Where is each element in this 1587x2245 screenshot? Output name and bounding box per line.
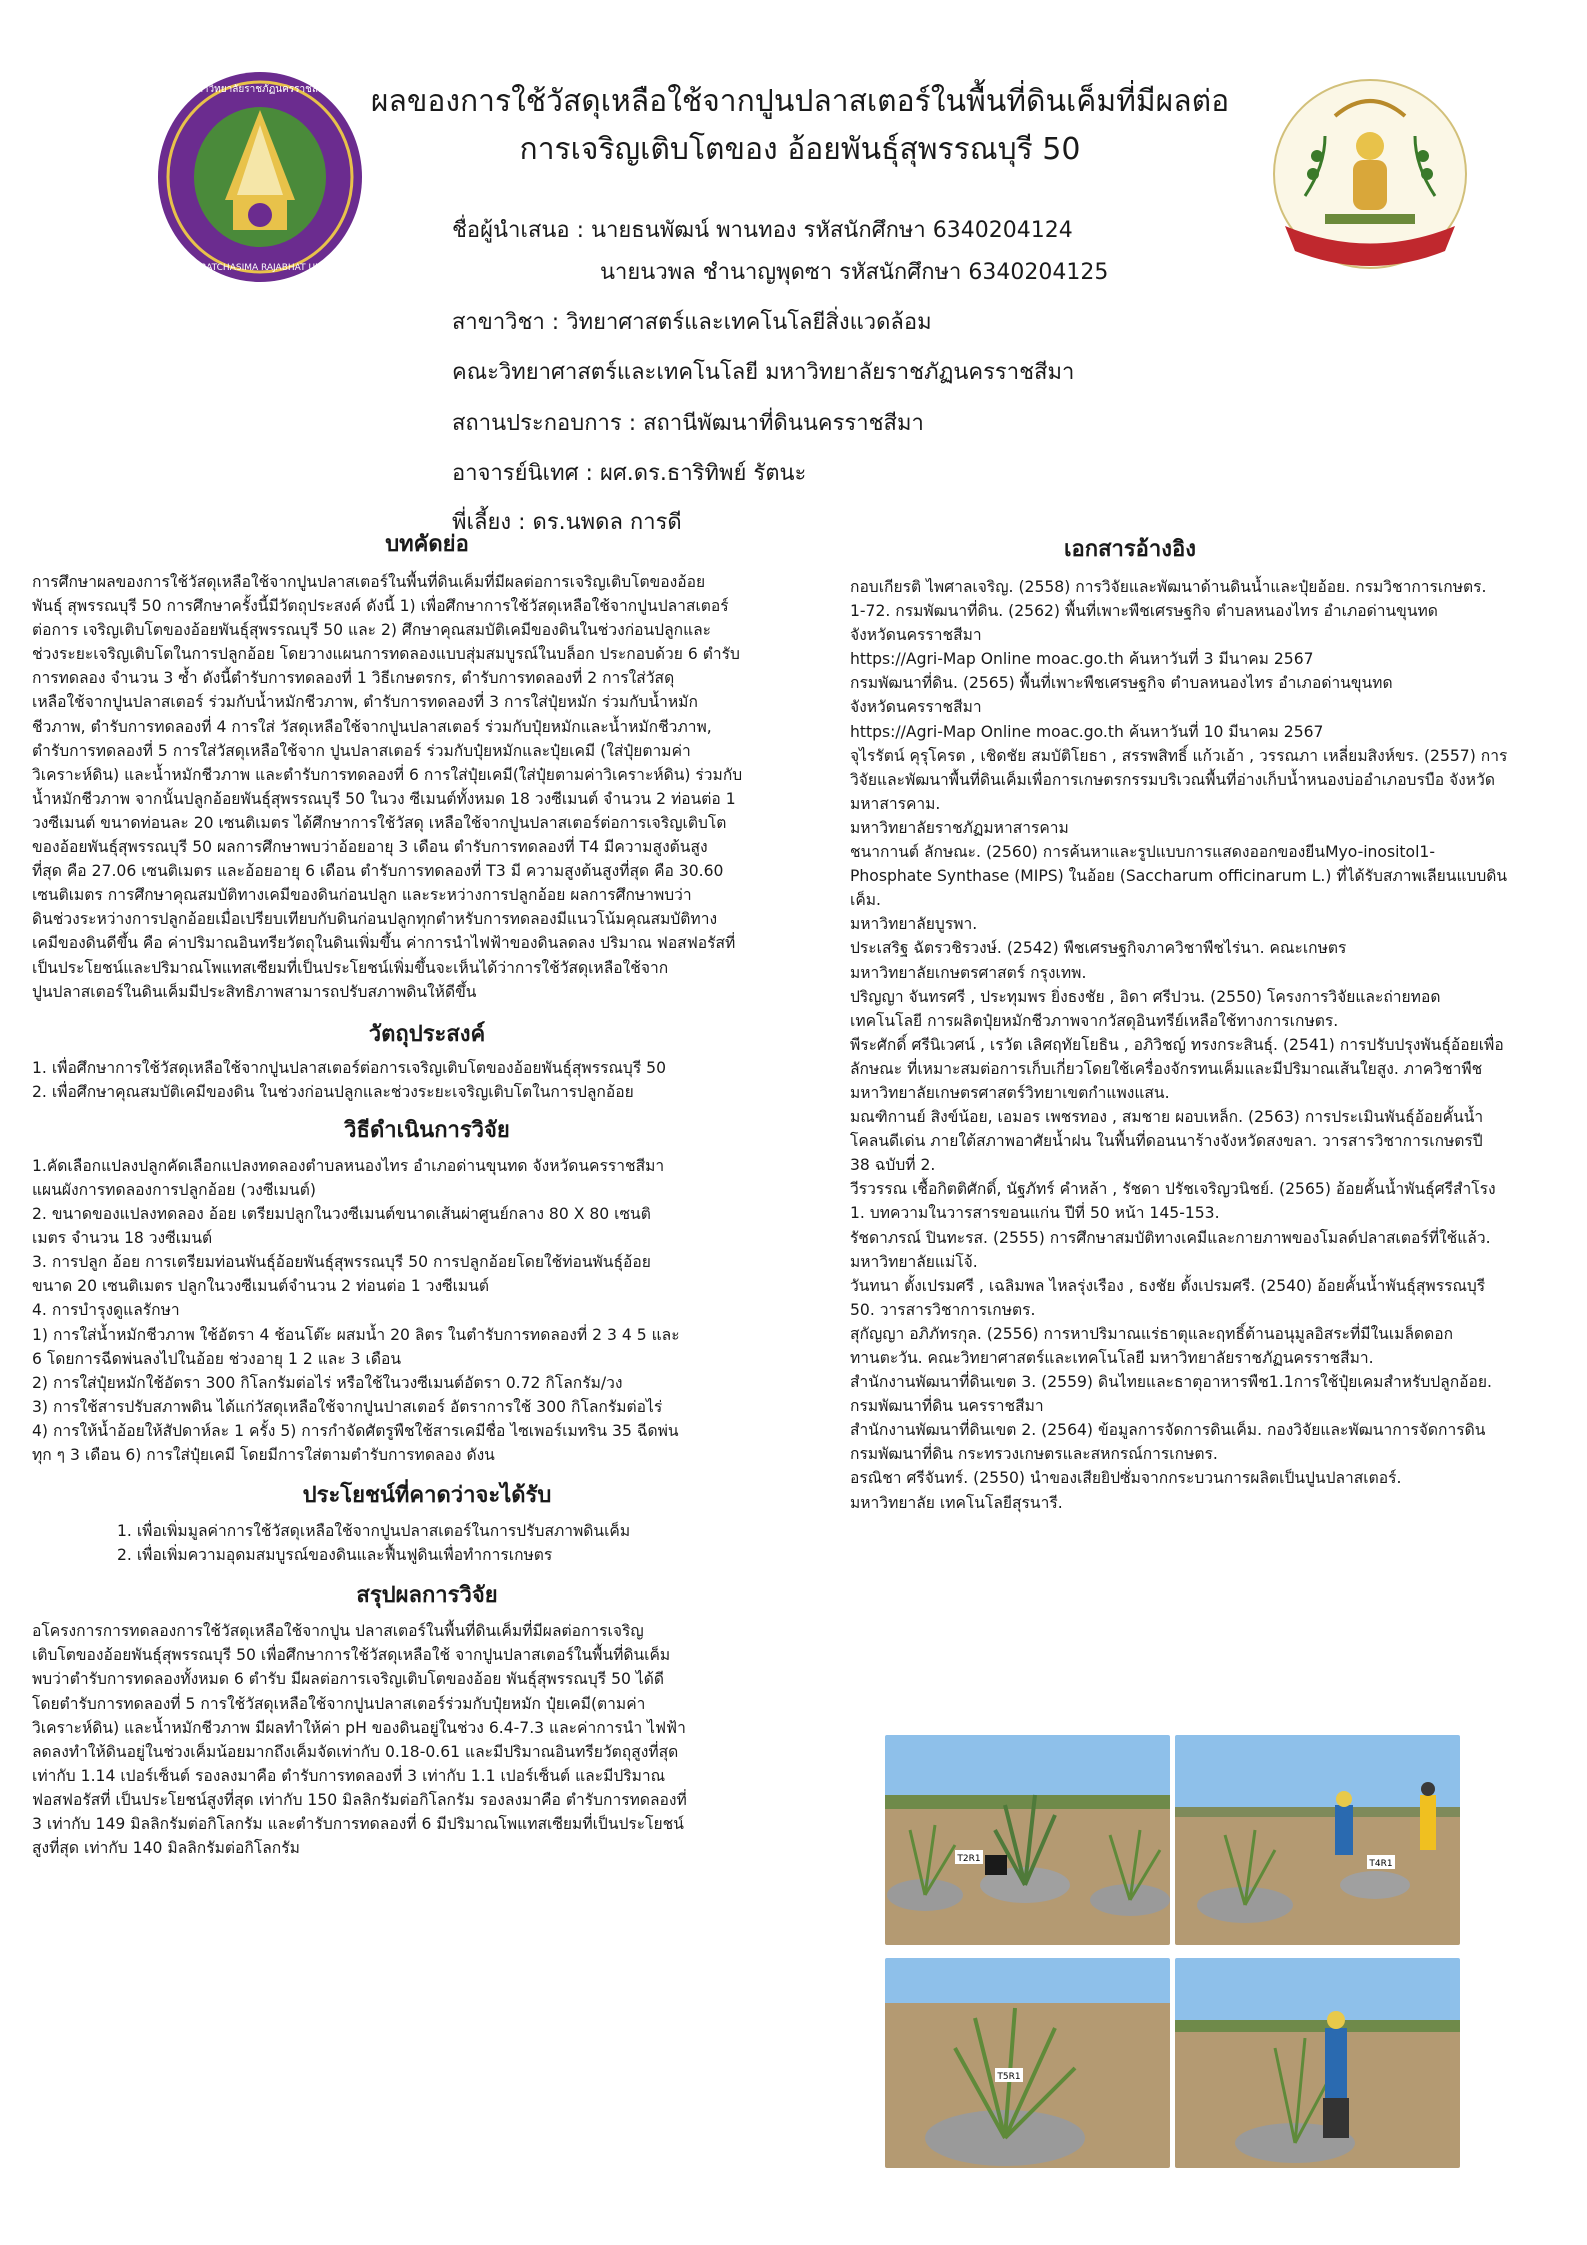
- objectives-list: [32, 1056, 822, 1104]
- benefits-list: [32, 1519, 822, 1567]
- references-heading: เอกสารอ้างอิง: [1064, 537, 1196, 562]
- methods-text: 1.คัดเลือกแปลงปลูกคัดเลือกแปลงทดลองตำบลหนองไทร อำเภอด่านขุนทด จังหวัดนครราชสีมา แผนผังการทดลองการปลูกอ้อย (วงซีเมนต์) 2. ขนาดของแปลงทดลอง อ้อย เตรียมปลูกในวงซีเมนต์ขนาดเส้นผ่าศูนย์กลาง 80 X 80 เซนติ เมตร จำนวน 18 วงซีเมนต์ 3. การปลูก อ้อย การเตรียมท่อนพันธุ์อ้อยพันธุ์สุพรรณบุรี 50 การปลูกอ้อยโดยใช้ท่อนพันธุ์อ้อย ขนาด 20 เซนติเมตร ปลูกในวงซีเมนต์จำนวน 2 ท่อนต่อ 1 วงซีเมนต์ 4. การบำรุงดูแลรักษา 1) การใส่น้ำหมักชีวภาพ ใช้อัตรา 4 ช้อนโต๊ะ ผสมน้ำ 20 ลิตร ในตำรับการทดลองที่ 2 3 4 5 และ 6 โดยการฉีดพ่นลงไปในอ้อย ช่วงอายุ 1 2 และ 3 เดือน 2) การใส่ปุ๋ยหมักใช้อัตรา 300 กิโลกรัมต่อไร่ หรือใช้ในวงซีเมนต์อัตรา 0.72 กิโลกรัม/วง 3) การใช้สารปรับสภาพดิน ได้แก่วัสดุเหลือใช้จากปูนปาสเตอร์ อัตราการใช้ 300 กิโลกรัมต่อไร่ 4) การให้น้ำอ้อยให้สัปดาห์ละ 1 ครั้ง 5) การกำจัดศัตรูพืชใช้สารเคมีชื่อ ไซเพอร์เมทริน 35 ฉีดพ่น ทุก ๆ 3 เดือน 6) การใส่ปุ๋ยเคมี โดยมีการใส่ตามตำรับการทดลอง ดังน: [32, 1156, 680, 1464]
- references-text: กอบเกียรติ ไพศาลเจริญ. (2558) การวิจัยและพัฒนาด้านดินน้ำและปุ๋ยอ้อย. กรมวิชาการเกษตร. 1-72. กรมพัฒนาที่ดิน. (2562) พื้นที่เพาะพืชเศรษฐกิจ ตำบลหนองไทร อำเภอด่านขุนทด จังหวัดนครราชสีมา https://Agri-Map Online moac.go.th ค้นหาวันที่ 3 มีนาคม 2567 กรมพัฒนาที่ดิน. (2565) พื้นที่เพาะพืชเศรษฐกิจ ตำบลหนองไทร อำเภอด่านขุนทด จังหวัดนครราชสีมา https://Agri-Map Online moac.go.th ค้นหาวันที่ 10 มีนาคม 2567 จุไรรัตน์ คุรุโครต , เชิดชัย สมบัติโยธา , สรรพสิทธิ์ แก้วเอ้า , วรรณภา เหลี่ยมสิงห์ขร. (2557) การ วิจัยและพัฒนาพื้นที่ดินเค็มเพื่อการเกษตรกรรมบริเวณพื้นที่อ่างเก็บน้ำหนองบ่ออำเภอบรบือ จังหวัด มหาสารคาม. มหาวิทยาลัยราชภัฏมหาสารคาม ชนากานต์ ลักษณะ. (2560) การค้นหาและรูปแบบการแสดงออกของยีนMyo-inositol1- Phosphate Synthase (MIPS) ในอ้อย (Saccharum officinarum L.) ที่ได้รับสภาพเลียนแบบดิน เค็ม. มหาวิทยาลัยบูรพา. ประเสริฐ ฉัตรวชิรวงษ์. (2542) พืชเศรษฐกิจภาควิชาพืชไร่นา. คณะเกษตร มหาวิทยาลัยเกษตรศาสตร์ กรุงเทพ. ปริญญา จันทรศรี , ประทุมพร ยิ่งธงชัย , อิดา ศรีปวน. (2550) โครงการวิจัยและถ่ายทอด เทคโนโลยี การผลิตปุ๋ยหมักชีวภาพจากวัสดุอินทรีย์เหลือใช้ทางการเกษตร. พีระศักดิ์ ศรีนิเวศน์ , เรวัต เลิศฤทัยโยธิน , อภิวิชญ์ ทรงกระสินธุ์. (2541) การปรับปรุงพันธุ์อ้อยเพื่อ ลักษณะ ที่เหมาะสมต่อการเก็บเกี่ยวโดยใช้เครื่องจักรทนเค็มและมีปริมาณเส้นใยสูง. ภาควิชาพืช มหาวิทยาลัยเกษตรศาสตร์วิทยาเขตกำแพงแสน. มณฑิกานย์ สิงข์น้อย, เอมอร เพชรทอง , สมชาย ผอบเหล็ก. (2563) การประเมินพันธุ์อ้อยคั้นน้ำ โคลนดีเด่น ภายใต้สภาพอาศัยน้ำฝน ในพื้นที่ดอนนาร้างจังหวัดสงขลา. วารสารวิชาการเกษตรปี 38 ฉบับที่ 2. วีรวรรณ เชื้อกิตติศักดิ์, นัฐภัทร์ คำหล้า , รัชดา ปรัชเจริญวนิชย์. (2565) อ้อยคั้นน้ำพันธุ์ศรีสำโรง 1. บทความในวารสารขอนแก่น ปีที่ 50 หน้า 145-153. รัชดาภรณ์ ปินทะรส. (2555) การศึกษาสมบัติทางเคมีและกายภาพของโมลด์ปลาสเตอร์ที่ใช้แล้ว. มหาวิทยาลัยแม่โจ้. วันทนา ตั้งเปรมศรี , เฉลิมพล ไหลรุ่งเรือง , ธงชัย ตั้งเปรมศรี. (2540) อ้อยคั้นน้ำพันธุ์สุพรรณบุรี 50. วารสารวิชาการเกษตร. สุกัญญา อภิภัทรกุล. (2556) การหาปริมาณแร่ธาตุและฤทธิ์ต้านอนุมูลอิสระที่มีในเมล็ดดอก ทานตะวัน. คณะวิทยาศาสตร์และเทคโนโลยี มหาวิทยาลัยราชภัฏนครราชสีมา. สำนักงานพัฒนาที่ดินเขต 3. (2559) ดินไทยและธาตุอาหารพืช1.1การใช้ปุ๋ยเคมสำหรับปลูกอ้อย. กรมพัฒนาที่ดิน นครราชสีมา สำนักงานพัฒนาที่ดินเขต 2. (2564) ข้อมูลการจัดการดินเค็ม. กองวิจัยและพัฒนาการจัดการดิน กรมพัฒนาที่ดิน กระทรวงเกษตรและสหกรณ์การเกษตร. อรณิชา ศรีจันทร์. (2550) นำของเสียยิปซั่มจากกระบวนการผลิตเป็นปูนปลาสเตอร์. มหาวิทยาลัย เทคโนโลยีสุรนารี.: [850, 578, 1508, 1512]
- benefit-item: 2. เพื่อเพิ่มความอุดมสมบูรณ์ของดินและฟื้นฟูดินเพื่อทำการเกษตร: [117, 1546, 553, 1565]
- plot-label: T2R1: [957, 1854, 981, 1864]
- benefit-item: 1. เพื่อเพิ่มมูลค่าการใช้วัสดุเหลือใช้จากปูนปลาสเตอร์ในการปรับสภาพดินเค็ม: [117, 1522, 631, 1541]
- mentor: พี่เลี้ยง : ดร.นพดล การดี: [452, 510, 682, 535]
- presenter-1: ชื่อผู้นำเสนอ : นายธนพัฒน์ พานทอง รหัสนักศึกษา 6340204124: [452, 218, 1073, 243]
- faculty: คณะวิทยาศาสตร์และเทคโนโลยี มหาวิทยาลัยราชภัฏนครราชสีมา: [452, 360, 1075, 385]
- poster-title: [300, 78, 1300, 174]
- conclusion-heading: สรุปผลการวิจัย: [356, 1583, 498, 1609]
- left-column: [32, 530, 822, 1860]
- objective-item: 1. เพื่อศึกษาการใช้วัสดุเหลือใช้จากปูนปลาสเตอร์ต่อการเจริญเติบโตของอ้อยพันธุ์สุพรรณบุรี 50: [32, 1058, 667, 1077]
- title-line-1: ผลของการใช้วัสดุเหลือใช้จากปูนปลาสเตอร์ในพื้นที่ดินเค็มที่มีผลต่อ: [370, 84, 1230, 119]
- plot-label: T4R1: [1369, 1859, 1393, 1869]
- field-photo-1: [885, 1735, 1170, 1945]
- plot-label: T5R1: [997, 2072, 1021, 2082]
- abstract-text: การศึกษาผลของการใช้วัสดุเหลือใช้จากปูนปลาสเตอร์ในพื้นที่ดินเค็มที่มีผลต่อการเจริญเติบโตของอ้อย พันธุ์ สุพรรณบุรี 50 การศึกษาครั้งนี้มีวัตถุประสงค์ ดังนี้ 1) เพื่อศึกษาการใช้วัสดุเหลือใช้จากปูนปลาสเตอร์ ต่อการ เจริญเติบโตของอ้อยพันธุ์สุพรรณบุรี 50 และ 2) ศึกษาคุณสมบัติเคมีของดินในช่วงก่อนปลูกและ ช่วงระยะเจริญเติบโตในการปลูกอ้อย โดยวางแผนการทดลองแบบสุ่มสมบูรณ์ในบล็อก ประกอบด้วย 6 ตำรับ การทดลอง จำนวน 3 ซ้ำ ดังนี้ตำรับการทดลองที่ 1 วิธีเกษตรกร, ตำรับการทดลองที่ 2 การใส่วัสดุ เหลือใช้จากปูนปลาสเตอร์ ร่วมกับน้ำหมักชีวภาพ, ตำรับการทดลองที่ 3 การใส่ปุ๋ยหมัก ร่วมกับน้ำหมัก ชีวภาพ, ตำรับการทดลองที่ 4 การใส่ วัสดุเหลือใช้จากปูนปลาสเตอร์ ร่วมกับปุ๋ยหมักและน้ำหมักชีวภาพ, ตำรับการทดลองที่ 5 การใส่วัสดุเหลือใช้จาก ปูนปลาสเตอร์ ร่วมกับปุ๋ยหมักและปุ๋ยเคมี (ใส่ปุ๋ยตามค่า วิเคราะห์ดิน) และน้ำหมักชีวภาพ และตำรับการทดลองที่ 6 การใส่ปุ๋ยเคมี(ใส่ปุ๋ยตามค่าวิเคราะห์ดิน) ร่วมกับ น้ำหมักชีวภาพ จากนั้นปลูกอ้อยพันธุ์สุพรรณบุรี 50 ในวง ซีเมนต์ทั้งหมด 18 วงซีเมนต์ จำนวน 2 ท่อนต่อ 1 วงซีเมนต์ ขนาดท่อนละ 20 เซนติเมตร ได้ศึกษาการใช้วัสดุ เหลือใช้จากปูนปลาสเตอร์ต่อการเจริญเติบโต ของอ้อยพันธุ์สุพรรณบุรี 50 ผลการศึกษาพบว่าอ้อยอายุ 3 เดือน ตำรับการทดลองที่ T4 มีความสูงต้นสูง ที่สุด คือ 27.06 เซนติเมตร และอ้อยอายุ 6 เดือน ตำรับการทดลองที่ T3 มี ความสูงต้นสูงที่สุด คือ 30.60 เซนติเมตร การศึกษาคุณสมบัติทางเคมีของดินก่อนปลูก และระหว่างการปลูกอ้อย ผลการศึกษาพบว่า ดินช่วงระหว่างการปลูกอ้อยเมื่อเปรียบเทียบกับดินก่อนปลูกทุกตำหรับการทดลองมีแนวโน้มคุณสมบัติทาง เคมีของดินดีขึ้น คือ ค่าปริมาณอินทรียวัตถุในดินเพิ่มขึ้น ค่าการนำไฟฟ้าของดินลดลง ปริมาณ ฟอสฟอรัสที่ เป็นประโยชน์และปริมาณโพแทสเซียมที่เป็นประโยชน์เพิ่มขึ้นจะเห็นได้ว่าการใช้วัสดุเหลือใช้จาก ปูนปลาสเตอร์ในดินเค็มมีประสิทธิภาพสามารถปรับสภาพดินให้ดีขึ้น: [32, 573, 743, 1001]
- field-photo-4: [1175, 1958, 1460, 2168]
- major: สาขาวิชา : วิทยาศาสตร์และเทคโนโลยีสิ่งแวดล้อม: [452, 310, 932, 335]
- presenter-2: นายนวพล ชำนาญพุดซา รหัสนักศึกษา 6340204125: [600, 260, 1109, 285]
- title-line-2: การเจริญเติบโตของ อ้อยพันธุ์สุพรรณบุรี 50: [519, 132, 1081, 167]
- benefits-heading: ประโยชน์ที่คาดว่าจะได้รับ: [302, 1483, 552, 1509]
- advisor: อาจารย์นิเทศ : ผศ.ดร.ธาริทิพย์ รัตนะ: [452, 461, 807, 486]
- methods-heading: วิธีดำเนินการวิจัย: [344, 1117, 510, 1143]
- svg-text:มหาวิทยาลัยราชภัฏนครราชสีมา: มหาวิทยาลัยราชภัฏนครราชสีมา: [189, 84, 331, 95]
- svg-text:NAKHON RATCHASIMA RAJABHAT UNI: NAKHON RATCHASIMA RAJABHAT UNIVERSITY: [158, 263, 362, 273]
- abstract-heading: บทคัดย่อ: [385, 532, 469, 557]
- objective-item: 2. เพื่อศึกษาคุณสมบัติเคมีของดิน ในช่วงก่อนปลูกและช่วงระยะเจริญเติบโตในการปลูกอ้อย: [32, 1082, 634, 1101]
- conclusion-text: อโครงการการทดลองการใช้วัสดุเหลือใช้จากปูน ปลาสเตอร์ในพื้นที่ดินเค็มที่มีผลต่อการเจริญ เติบโตของอ้อยพันธุ์สุพรรณบุรี 50 เพื่อศึกษาการใช้วัสดุเหลือใช้ จากปูนปลาสเตอร์ในพื้นที่ดินเค็ม พบว่าตำรับการทดลองทั้งหมด 6 ตำรับ มีผลต่อการเจริญเติบโตของอ้อย พันธุ์สุพรรณบุรี 50 ได้ดี โดยตำรับการทดลองที่ 5 การใช้วัสดุเหลือใช้จากปูนปลาสเตอร์ร่วมกับปุ๋ยหมัก ปุ๋ยเคมี(ตามค่า วิเคราะห์ดิน) และน้ำหมักชีวภาพ มีผลทำให้ค่า pH ของดินอยู่ในช่วง 6.4-7.3 และค่าการนำ ไฟฟ้า ลดลงทำให้ดินอยู่ในช่วงเค็มน้อยมากถึงเค็มจัดเท่ากับ 0.18-0.61 และมีปริมาณอินทรียวัตถุสูงที่สุด เท่ากับ 1.14 เปอร์เซ็นต์ รองลงมาคือ ตำรับการทดลองที่ 3 เท่ากับ 1.1 เปอร์เซ็นต์ และมีปริมาณ ฟอสฟอรัสที่ เป็นประโยชน์สูงที่สุด เท่ากับ 150 มิลลิกรัมต่อกิโลกรัม รองลงมาคือ ตำรับการทดลองที่ 3 เท่ากับ 149 มิลลิกรัมต่อกิโลกรัม และตำรับการทดลองที่ 6 มีปริมาณโพแทสเซียมที่เป็นประโยชน์ สูงที่สุด เท่ากับ 140 มิลลิกรัมต่อกิโลกรัม: [32, 1622, 687, 1858]
- field-photo-2: [1175, 1735, 1460, 1945]
- field-photo-3: [885, 1958, 1170, 2168]
- right-column: [850, 535, 1550, 1515]
- workplace: สถานประกอบการ : สถานีพัฒนาที่ดินนครราชสีมา: [452, 411, 924, 436]
- objectives-heading: วัตถุประสงค์: [368, 1021, 486, 1047]
